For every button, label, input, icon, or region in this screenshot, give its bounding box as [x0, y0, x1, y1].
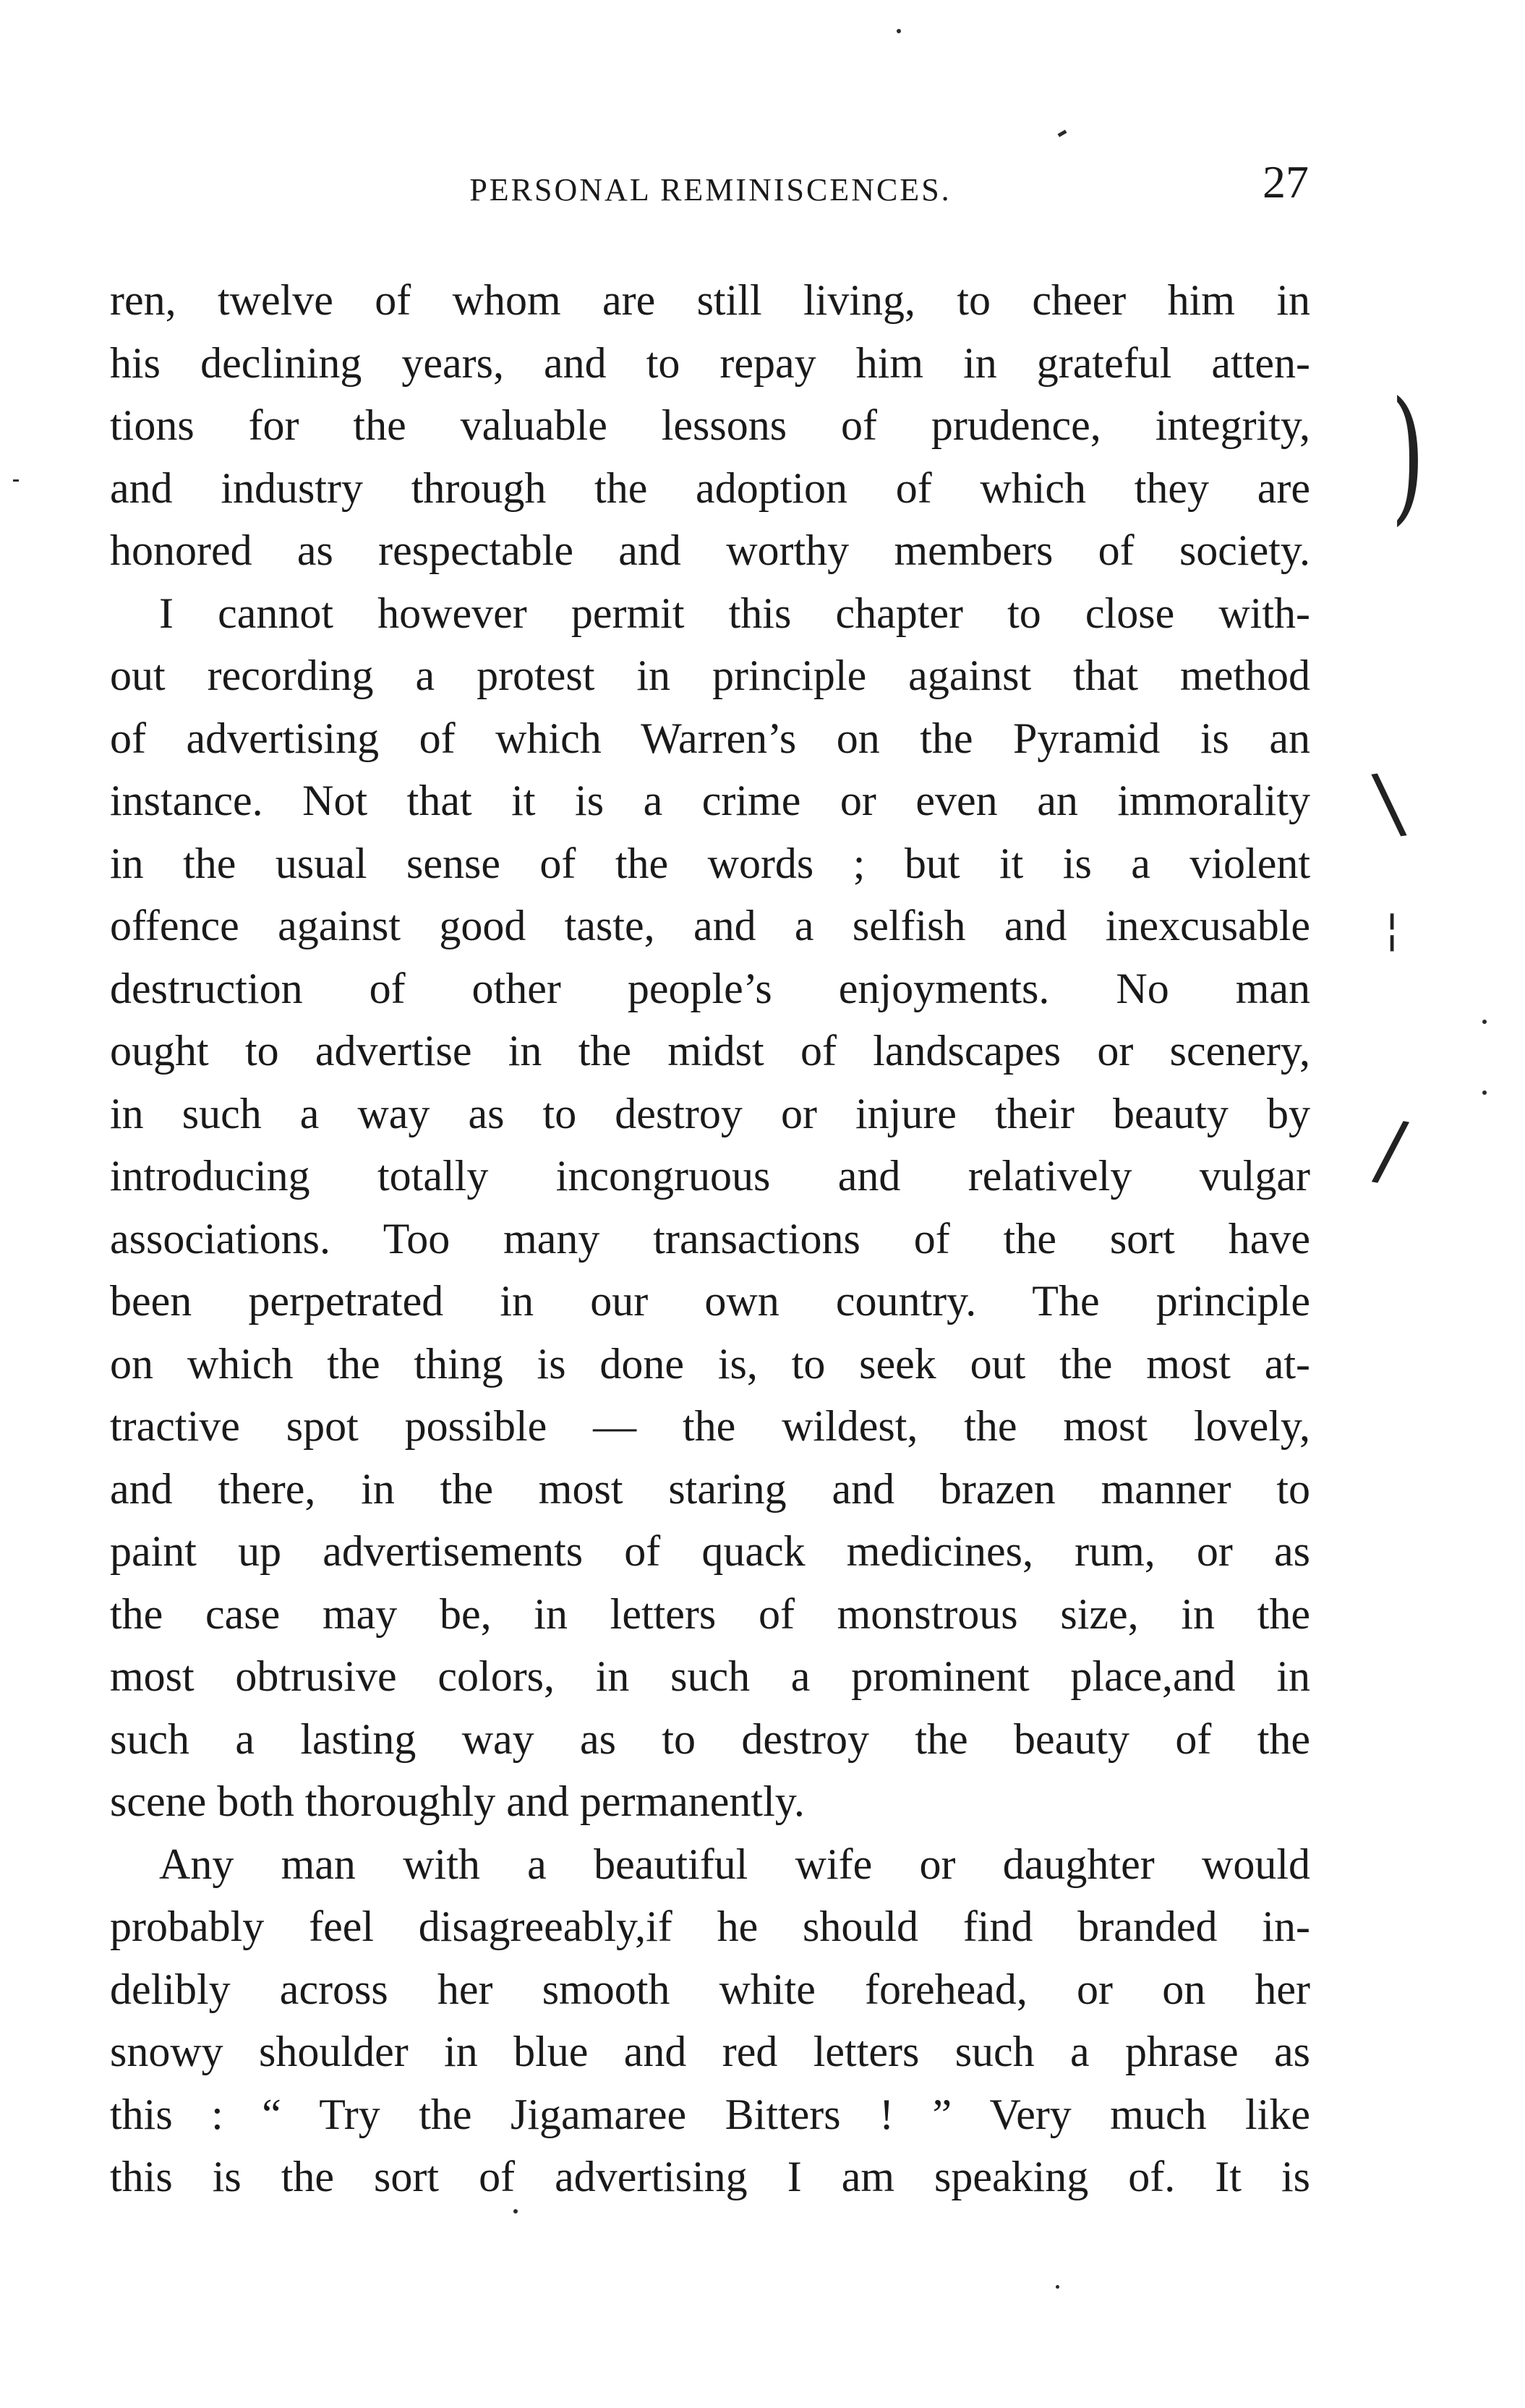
text-line: and there, in the most staring and brazen manner to [110, 1464, 1310, 1513]
scan-speck [513, 2209, 518, 2213]
scan-speck [897, 29, 901, 33]
text-line: snowy shoulder in blue and red letters such a phrase as [110, 2028, 1310, 2075]
margin-bracket-mark: ) [1391, 371, 1425, 539]
text-line: such a lasting way as to destroy the beauty of the [110, 1715, 1310, 1763]
text-line: probably feel disagreeably,if he should find branded in- [110, 1903, 1310, 1950]
text-line: destruction of other people’s enjoyments. No man [110, 964, 1310, 1012]
text-line: introducing totally incongruous and relatively vulgar [110, 1152, 1310, 1200]
text-line: in such a way as to destroy or injure their beauty by [110, 1089, 1310, 1137]
text-line: and industry through the adoption of which they are [110, 464, 1310, 512]
paragraph [110, 269, 1310, 582]
paragraph [110, 1833, 1310, 2208]
body-text [110, 269, 1310, 2208]
page-number: 27 [1263, 156, 1309, 208]
text-line: ren, twelve of whom are still living, to cheer him in [110, 276, 1310, 324]
text-line: ought to advertise in the midst of landscapes or scenery, [110, 1027, 1310, 1075]
margin-dotted-mark: / [1370, 1101, 1412, 1198]
text-line: tractive spot possible — the wildest, the most lovely, [110, 1402, 1310, 1450]
text-line: associations. Too many transactions of the sort have [110, 1214, 1310, 1263]
text-line: Any man with a beautiful wife or daughter would [159, 1840, 1310, 1888]
text-line: on which the thing is done is, to seek out the most at- [110, 1339, 1310, 1388]
text-line: I cannot however permit this chapter to close with- [159, 589, 1310, 637]
text-line: paint up advertisements of quack medicines, rum, or as [110, 1527, 1310, 1575]
text-line: been perpetrated in our own country. The principle [110, 1277, 1310, 1325]
text-line: his declining years, and to repay him in grateful atten- [110, 338, 1310, 387]
text-line: out recording a protest in principle against that method [110, 652, 1310, 699]
text-line: of advertising of which Warren’s on the Pyramid is an [110, 714, 1310, 762]
text-line: tions for the valuable lessons of prudence, integrity, [110, 401, 1310, 449]
scan-speck [1482, 1090, 1487, 1095]
scan-speck [13, 479, 19, 482]
paragraph [110, 582, 1310, 1833]
text-line: offence against good taste, and a selfish and inexcusable [110, 902, 1310, 949]
running-title: PERSONAL REMINISCENCES. [469, 172, 952, 208]
scan-speck [1482, 1020, 1487, 1024]
scan-speck [1056, 2285, 1059, 2289]
text-line: most obtrusive colors, in such a prominent place,and in [110, 1652, 1310, 1700]
running-head [112, 155, 1309, 221]
margin-tick-mark: ¦ [1385, 904, 1400, 955]
text-line: honored as respectable and worthy members of society. [110, 526, 1310, 574]
margin-slash-mark: \ [1369, 755, 1409, 850]
scan-speck [1058, 129, 1067, 137]
text-line: scene both thoroughly and permanently. [110, 1777, 805, 1825]
text-line: in the usual sense of the words ; but it is a violent [110, 839, 1310, 887]
text-line: this is the sort of advertising I am speaking of. It is [110, 2153, 1310, 2200]
text-line: delibly across her smooth white forehead, or on her [110, 1965, 1310, 2013]
text-line: instance. Not that it is a crime or even an immorality [110, 777, 1310, 824]
text-line: this : “ Try the Jigamaree Bitters ! ” Very much like [110, 2090, 1310, 2138]
text-line: the case may be, in letters of monstrous size, in the [110, 1589, 1310, 1638]
